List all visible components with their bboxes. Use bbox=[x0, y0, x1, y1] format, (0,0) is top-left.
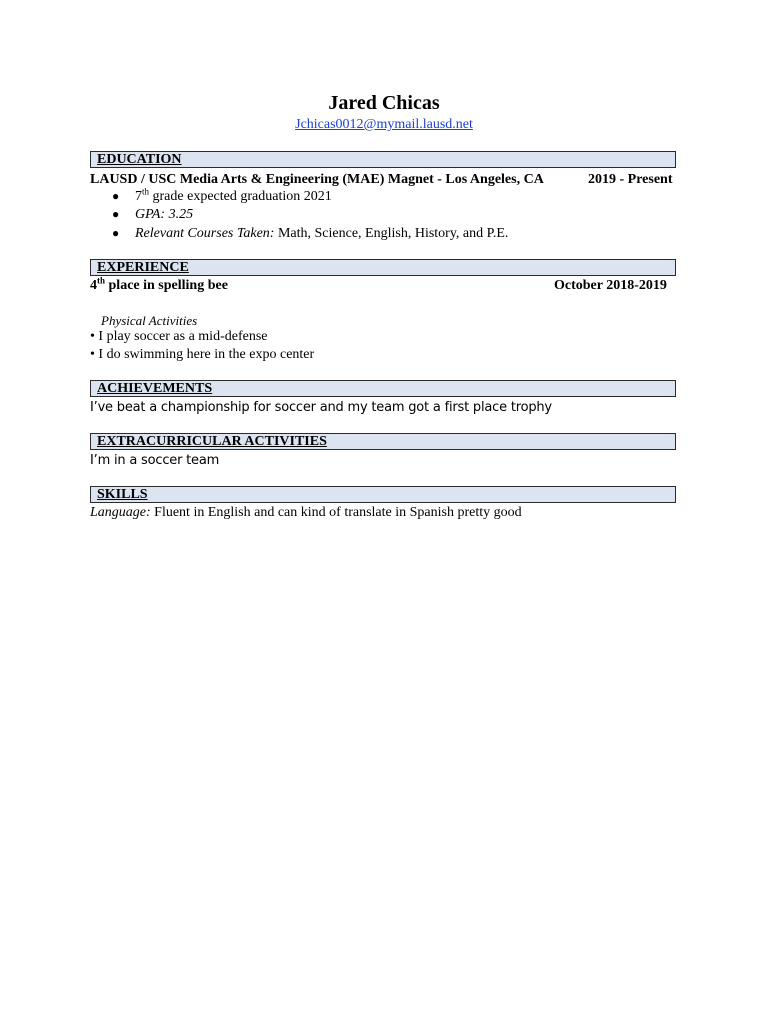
section-title-extracurricular: EXTRACURRICULAR ACTIVITIES bbox=[97, 434, 327, 449]
school-name: LAUSD / USC Media Arts & Engineering (MAE) Magnet - Los Angeles, CA bbox=[90, 172, 544, 187]
experience-title-superscript: th bbox=[97, 275, 106, 286]
education-dates: 2019 - Present bbox=[588, 172, 673, 187]
experience-dates: October 2018-2019 bbox=[554, 278, 667, 293]
candidate-name: Jared Chicas bbox=[328, 92, 440, 114]
achievements-text: I’ve beat a championship for soccer and my team got a first place trophy bbox=[90, 400, 552, 415]
experience-title bbox=[90, 277, 228, 294]
section-title-experience: EXPERIENCE bbox=[97, 260, 189, 275]
gpa-text: GPA: 3.25 bbox=[135, 207, 194, 222]
bullet-icon: ● bbox=[112, 226, 120, 240]
section-header-education bbox=[90, 151, 676, 168]
section-header-experience bbox=[90, 259, 676, 276]
list-item bbox=[112, 225, 508, 242]
section-header-skills bbox=[90, 486, 676, 503]
skills-label: Language: bbox=[90, 505, 151, 520]
bullet-icon: ● bbox=[112, 207, 120, 221]
email-link[interactable]: Jchicas0012@mymail.lausd.net bbox=[295, 117, 473, 132]
list-item: • I play soccer as a mid-defense bbox=[90, 329, 268, 344]
courses-label: Relevant Courses Taken: bbox=[135, 226, 275, 241]
email-line bbox=[0, 117, 768, 133]
experience-subheading: Physical Activities bbox=[101, 313, 198, 328]
section-title-achievements: ACHIEVEMENTS bbox=[97, 381, 213, 396]
list-item bbox=[112, 188, 332, 205]
experience-title-text: place in spelling bee bbox=[105, 278, 228, 293]
section-title-skills: SKILLS bbox=[97, 487, 148, 502]
section-title-education: EDUCATION bbox=[97, 152, 182, 167]
courses-value: Math, Science, English, History, and P.E. bbox=[274, 226, 509, 241]
grade-number: 7 bbox=[135, 189, 142, 204]
experience-title-number: 4 bbox=[90, 278, 97, 293]
list-item: • I do swimming here in the expo center bbox=[90, 347, 315, 362]
grade-text: grade expected graduation 2021 bbox=[149, 189, 332, 204]
list-item bbox=[112, 206, 193, 223]
bullet-icon: ● bbox=[112, 189, 120, 203]
section-header-extracurricular bbox=[90, 433, 676, 450]
grade-superscript: th bbox=[142, 186, 150, 197]
skills-value: Fluent in English and can kind of translate in Spanish pretty good bbox=[150, 505, 522, 520]
skills-line bbox=[90, 504, 522, 521]
section-header-achievements bbox=[90, 380, 676, 397]
extracurricular-text: I’m in a soccer team bbox=[90, 453, 220, 468]
